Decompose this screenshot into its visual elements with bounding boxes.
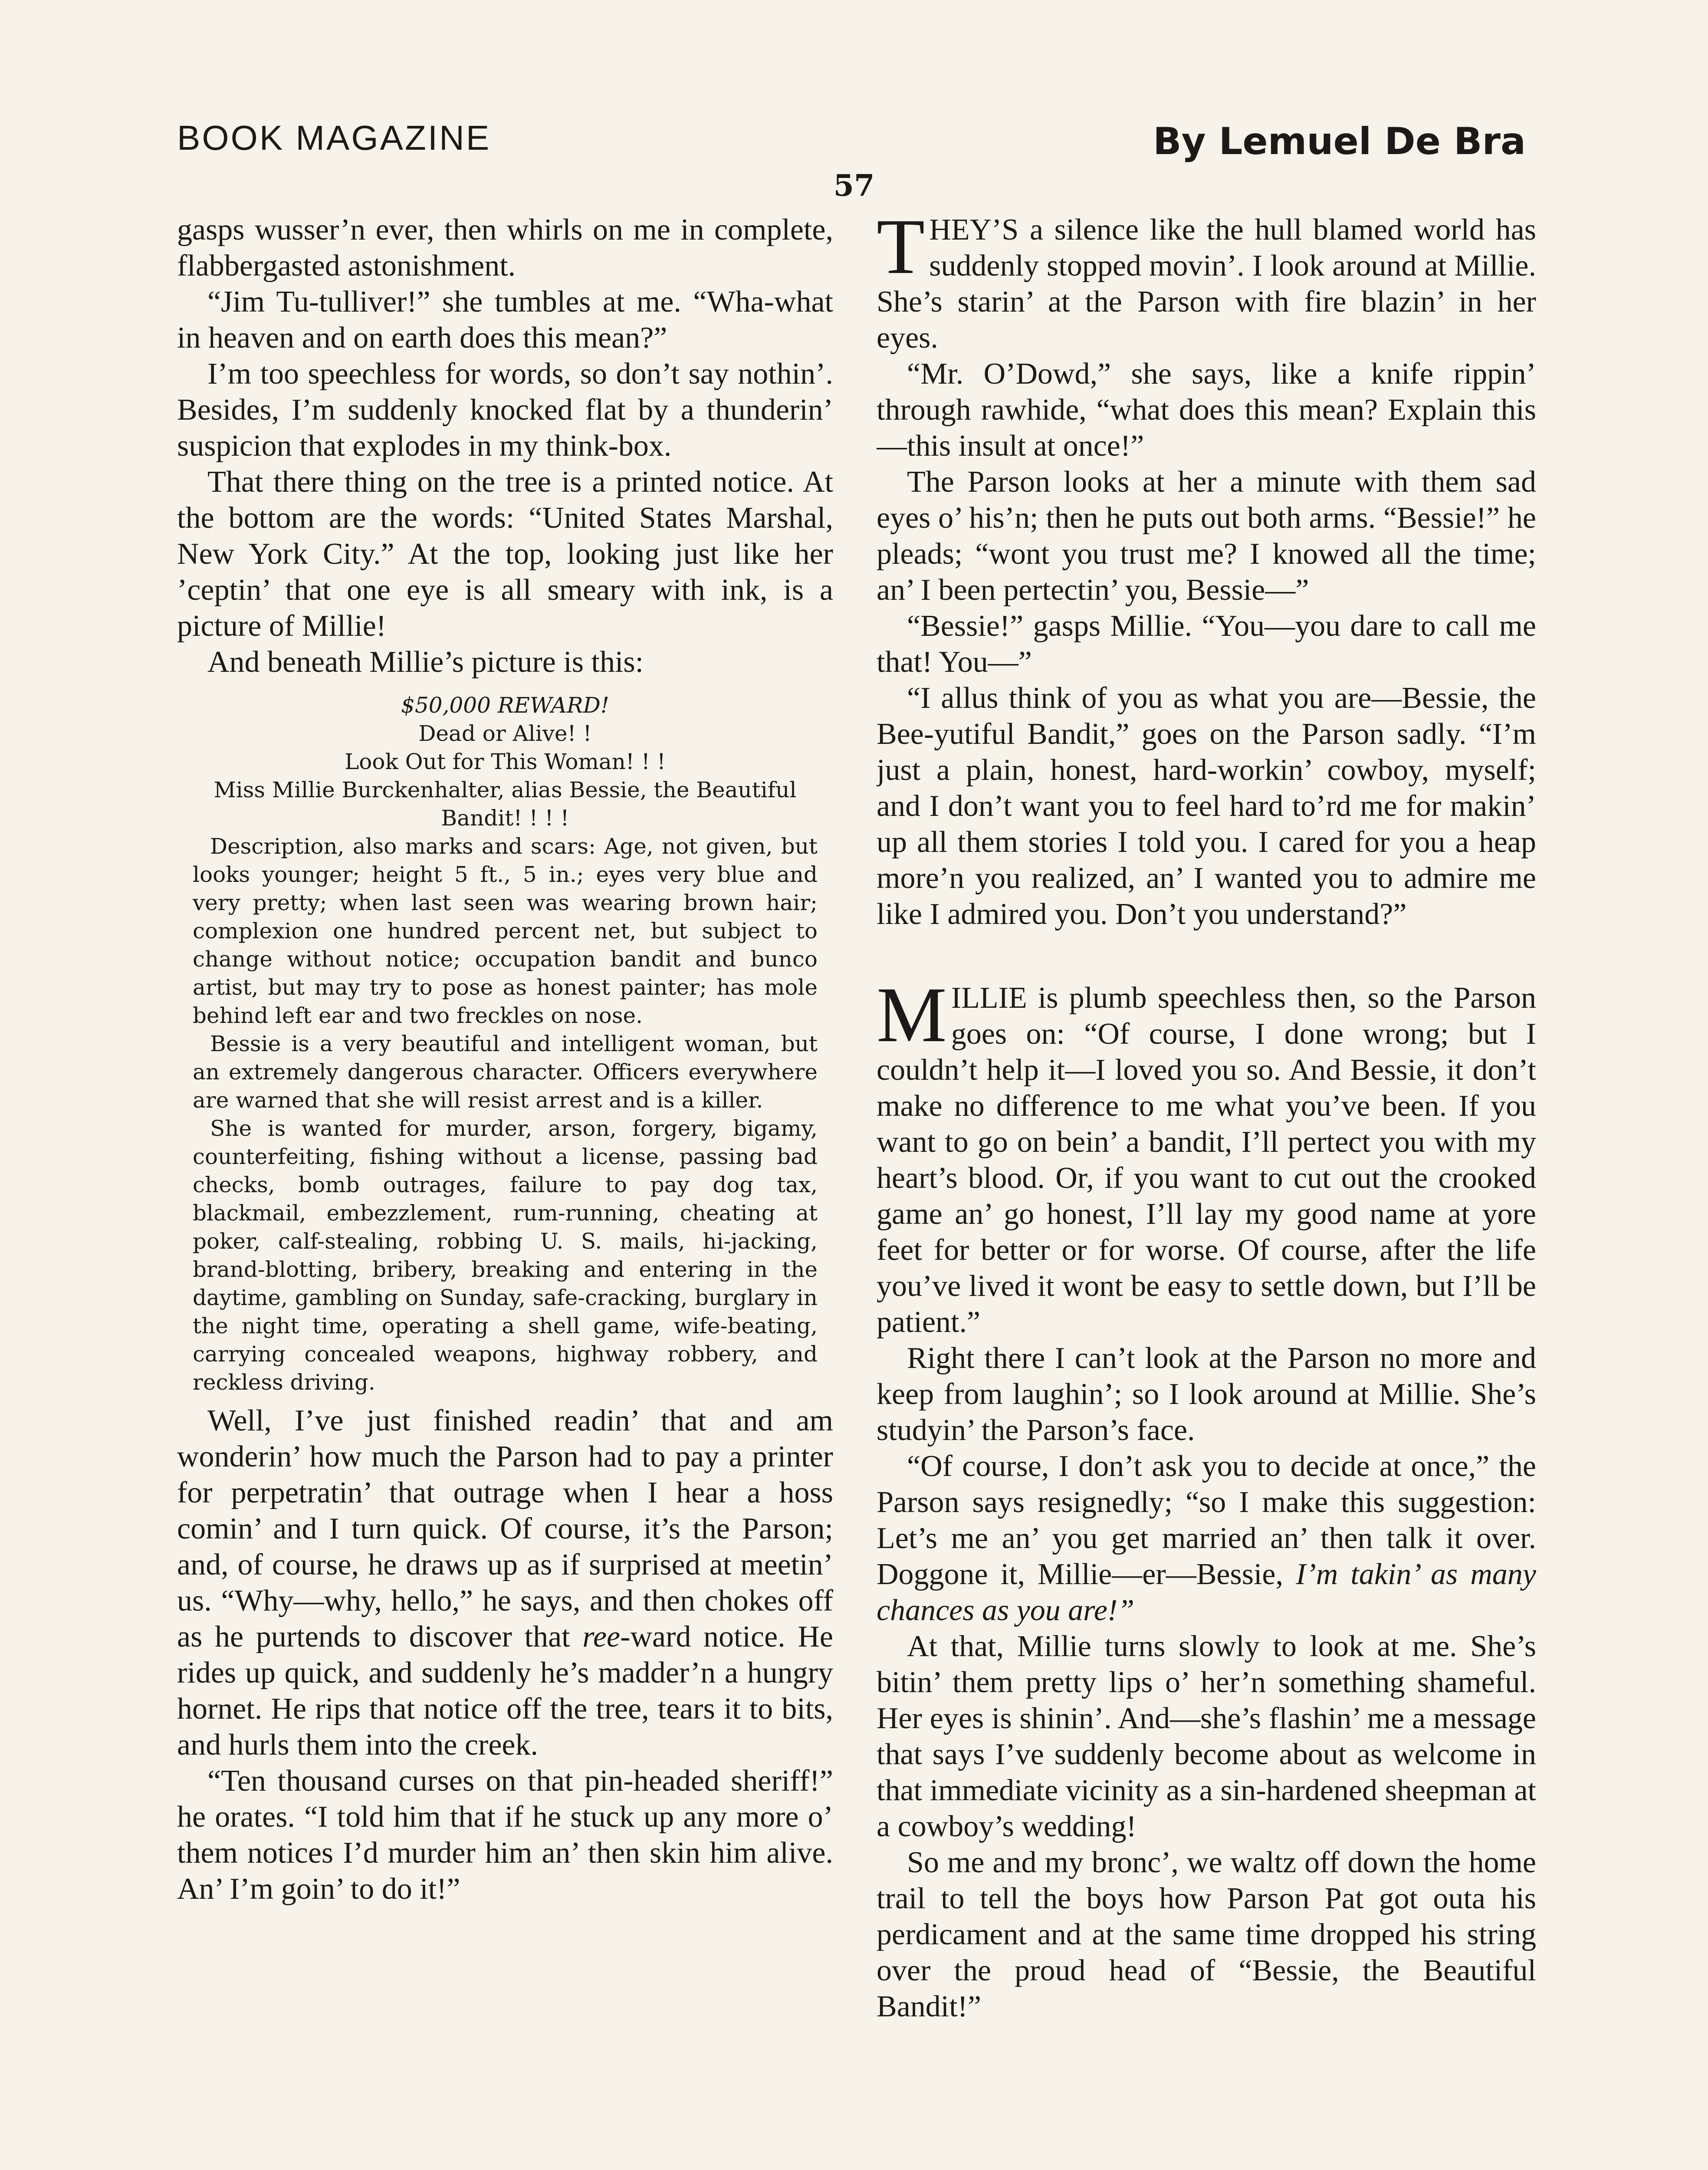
section-gap <box>877 932 1536 980</box>
left-column <box>177 212 833 2170</box>
notice-reward-line: $50,000 REWARD! <box>401 693 609 718</box>
notice-line: Look Out for This Woman! ! ! <box>345 749 666 774</box>
paragraph: And beneath Millie’s picture is this: <box>207 645 644 679</box>
right-column <box>877 212 1536 2170</box>
paragraph-text: HEY’S a silence like the hull blamed world has suddenly stopped movin’. I look around at Millie. She’s starin’ at the Parson with fire blazin’ in her eyes. <box>877 213 1536 355</box>
paragraph-text: “Of course, I don’t ask you to decide at once,” the Parson says resignedly; “so I make this suggestion: Let’s me an’ you get married an’ then talk it over. Doggone it, Millie—er—Bessie, <box>877 1450 1536 1591</box>
paragraph: “Ten thousand curses on that pin-headed sheriff!” he orates. “I told him that if he stuck up any more o’ them notices I’d murder him an’ then skin him alive. An’ I’m goin’ to do it!” <box>177 1764 833 1906</box>
paragraph: “Bessie!” gasps Millie. “You—you dare to call me that! You—” <box>877 609 1536 679</box>
paragraph: Right there I can’t look at the Parson no more and keep from laughin’; so I look around at Millie. She’s studyin’ the Parson’s face. <box>877 1341 1536 1447</box>
page-number: 57 <box>833 168 875 203</box>
paragraph: “Mr. O’Dowd,” she says, like a knife rippin’ through rawhide, “what does this mean? Explain this—this insult at once!” <box>877 357 1536 463</box>
author-byline: By Lemuel De Bra <box>1153 120 1526 163</box>
paragraph: “Jim Tu-tulliver!” she tumbles at me. “Wha-what in heaven and on earth does this mean?” <box>177 285 833 355</box>
paragraph: “I allus think of you as what you are—Bessie, the Bee-yutiful Bandit,” goes on the Parson sadly. “I’m just a plain, honest, hard-workin’ cowboy, myself; and I don’t want you to feel hard to’rd me for makin’ up all them stories I told you. I cared for you a heap more’n you realized, an’ I wanted you to admire me like I admired you. Don’t you understand?” <box>877 681 1536 931</box>
paragraph <box>877 971 1536 1340</box>
paragraph: The Parson looks at her a minute with them sad eyes o’ his’n; then he puts out both arms. “Bessie!” he pleads; “wont you trust me? I knowed all the time; an’ I been pertectin’ you, Bessie—” <box>877 465 1536 607</box>
notice-paragraph: Bessie is a very beautiful and intelligent woman, but an extremely dangerous character. Officers everywhere are warned that she will resist arrest and is a killer. <box>193 1031 818 1113</box>
paragraph <box>177 1403 833 1763</box>
paragraph-text: ILLIE is plumb speechless then, so the Parson goes on: “Of course, I done wrong; but I couldn’t help it—I loved you so. And Bessie, it don’t make no difference to me what you’ve been. If you want to go on bein’ a bandit, I’ll pertect you with my heart’s blood. Or, if you want to cut out the crooked game an’ go honest, I’ll lay my good name at yore feet for better or for worse. Of course, after the life you’ve lived it wont be easy to settle down, but I’ll be patient.” <box>877 981 1536 1339</box>
magazine-title: BOOK MAGAZINE <box>177 118 491 157</box>
paragraph: At that, Millie turns slowly to look at me. She’s bitin’ them pretty lips o’ her’n something shameful. Her eyes is shinin’. And—she’s flashin’ me a message that says I’ve suddenly become about as welcome in that immediate vicinity as a sin-hardened sheepman at a cowboy’s wedding! <box>877 1630 1536 1843</box>
drop-cap: M <box>877 971 947 1059</box>
paragraph <box>877 212 1536 356</box>
italic-text: I’m takin’ as many chances as you are!” <box>877 1558 1536 1627</box>
drop-cap: T <box>877 212 925 290</box>
notice-line: Miss Millie Burckenhalter, alias Bessie, the Beautiful Bandit! ! ! ! <box>214 777 797 831</box>
paragraph: That there thing on the tree is a printed notice. At the bottom are the words: “United States Marshal, New York City.” At the top, looking just like her ’ceptin’ that one eye is all smeary with ink, is a picture of Millie! <box>177 465 833 643</box>
notice-paragraph: Description, also marks and scars: Age, not given, but looks younger; height 5 ft., 5 in.; eyes very blue and very pretty; when last seen was wearing brown hair; complexion one hundred percent net, but subject to change without notice; occupation bandit and bunco artist, but may try to pose as honest painter; has mole behind left ear and two freckles on nose. <box>193 834 818 1028</box>
paragraph-text: Well, I’ve just finished readin’ that and am wonderin’ how much the Parson had to pay a printer for perpetratin’ that outrage when I hear a hoss comin’ and I turn quick. Of course, it’s the Parson; and, of course, he draws up as if surprised at meetin’ us. “Why—why, hello,” he says, and then chokes off as he purtends to discover that <box>177 1404 833 1654</box>
paragraph <box>877 1448 1536 1628</box>
paragraph: So me and my bronc’, we waltz off down the home trail to tell the boys how Parson Pat got outa his perdicament and at the same time dropped his string over the proud head of “Bessie, the Beautiful Bandit!” <box>877 1846 1536 2023</box>
paragraph-text: -ward notice. He rides up quick, and suddenly he’s madder’n a hungry hornet. He rips that notice off the tree, tears it to bits, and hurls them into the creek. <box>177 1620 833 1762</box>
notice-line: Dead or Alive! ! <box>418 721 592 746</box>
reward-notice <box>193 691 818 1397</box>
paragraph: I’m too speechless for words, so don’t say nothin’. Besides, I’m suddenly knocked flat by a thunderin’ suspicion that explodes in my think-box. <box>177 357 833 463</box>
italic-text: ree <box>582 1620 621 1654</box>
paragraph: gasps wusser’n ever, then whirls on me in complete, flabbergasted astonishment. <box>177 213 833 283</box>
notice-paragraph: She is wanted for murder, arson, forgery, bigamy, counterfeiting, fishing without a license, passing bad checks, bomb outrages, failure to pay dog tax, blackmail, embezzlement, rum-running, cheating at poker, calf-stealing, robbing U. S. mails, hi-jacking, brand-blotting, bribery, breaking and entering in the daytime, gambling on Sunday, safe-cracking, burglary in the night time, operating a shell game, wife-beating, carrying concealed weapons, highway robbery, and reckless driving. <box>193 1116 818 1395</box>
